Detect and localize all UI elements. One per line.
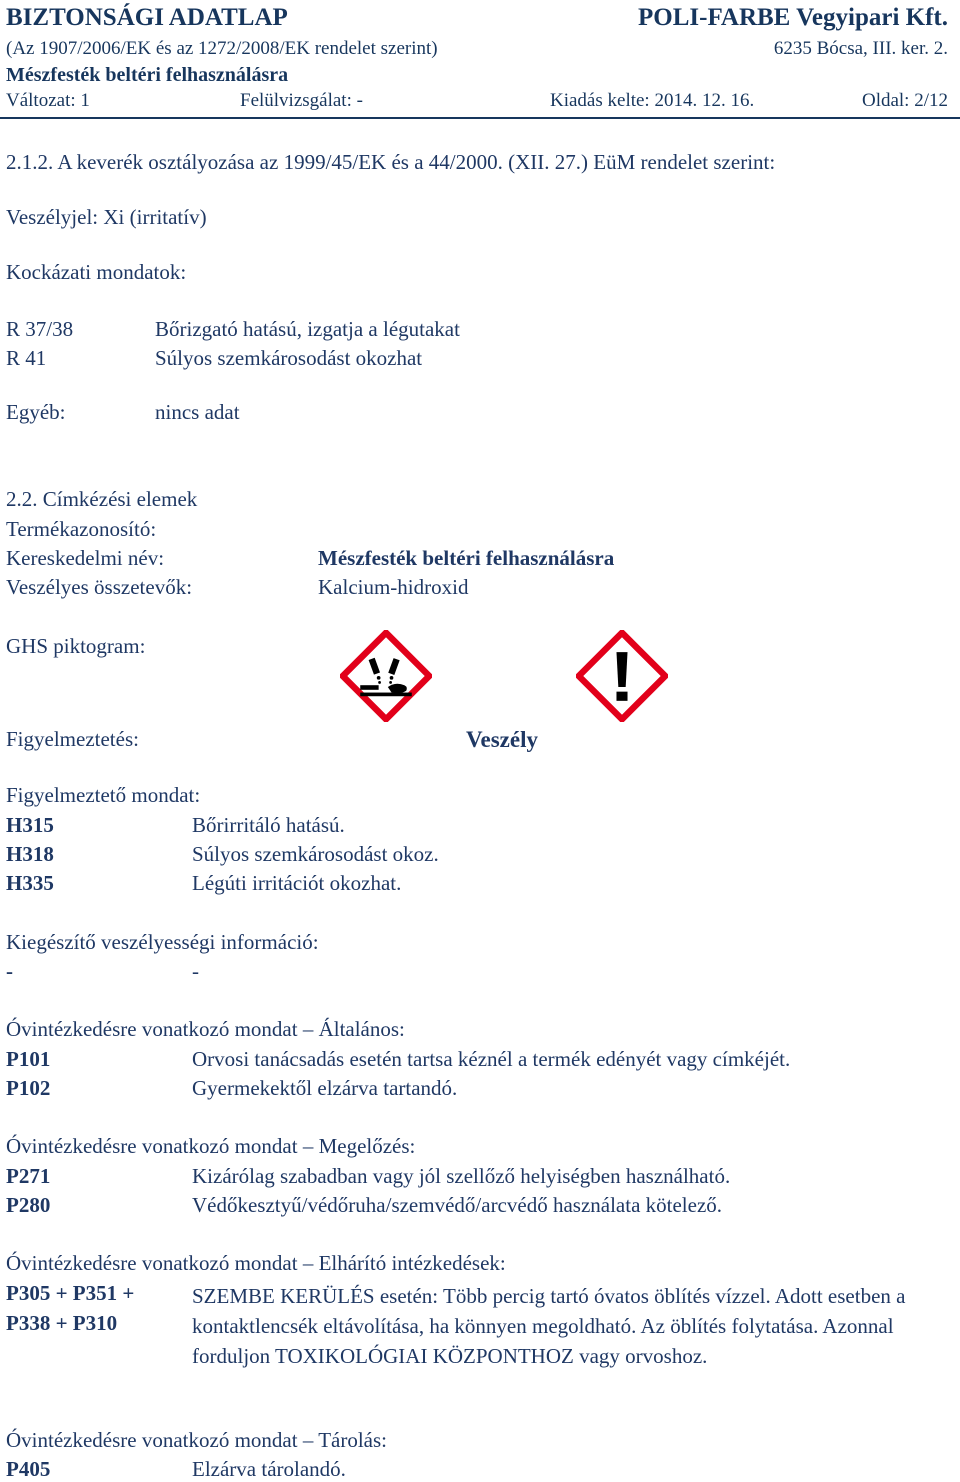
section-212-heading: 2.1.2. A keverék osztályozása az 1999/45/EK és a 44/2000. (XII. 27.) EüM rendelet szerint: — [6, 150, 776, 174]
supplementary-text: - — [192, 959, 199, 983]
other-value: nincs adat — [155, 400, 240, 424]
page-number: Oldal: 2/12 — [861, 90, 948, 111]
corrosion-icon — [340, 630, 432, 722]
signal-word: Veszély — [466, 727, 538, 752]
trade-name-value: Mészfesték beltéri felhasználásra — [318, 546, 615, 570]
hazard-code: H335 — [6, 871, 54, 895]
hazard-symbol: Veszélyjel: Xi (irritatív) — [6, 205, 207, 229]
company-name: POLI-FARBE Vegyipari Kft. — [638, 4, 948, 31]
precaution-code: P102 — [6, 1076, 51, 1100]
precaution-response-label: Óvintézkedésre vonatkozó mondat – Elhárító intézkedések: — [6, 1251, 506, 1275]
precaution-prevention-label: Óvintézkedésre vonatkozó mondat – Megelőzés: — [6, 1134, 416, 1158]
product-name-header: Mészfesték beltéri felhasználásra — [6, 64, 289, 86]
other-label: Egyéb: — [6, 400, 66, 424]
revision-label: Felülvizsgálat: - — [240, 90, 363, 111]
risk-code: R 41 — [6, 346, 47, 370]
precaution-text: SZEMBE KERÜLÉS esetén: Több percig tartó óvatos öblítés vízzel. Adott esetben a kontaktlencsék eltávolítása, ha könnyen megoldható. Az öblítés folytatása. Azonnal forduljon TOXIKOLÓGIAI KÖZPONTHOZ vagy orvoshoz. — [192, 1284, 906, 1368]
exclamation-mark-icon — [576, 630, 668, 722]
ghs-pictogram-label: GHS piktogram: — [6, 634, 146, 658]
signal-word-label: Figyelmeztetés: — [6, 727, 139, 751]
hazard-text: Bőrirritáló hatású. — [192, 813, 345, 837]
document-title: BIZTONSÁGI ADATLAP — [6, 4, 288, 31]
precaution-text: Kizárólag szabadban vagy jól szellőző helyiségben használható. — [192, 1164, 731, 1188]
trade-name-label: Kereskedelmi név: — [6, 546, 165, 570]
version-label: Változat: 1 — [6, 90, 90, 111]
regulation-text: (Az 1907/2006/EK és az 1272/2008/EK rendelet szerint) — [6, 38, 438, 59]
company-address: 6235 Bócsa, III. ker. 2. — [773, 38, 948, 59]
precaution-text: Orvosi tanácsadás esetén tartsa kéznél a termék edényét vagy címkéjét. — [192, 1047, 791, 1071]
product-identifier-label: Termékazonosító: — [6, 517, 157, 541]
precaution-code: P338 + P310 — [6, 1311, 118, 1335]
precaution-code: P405 — [6, 1457, 51, 1481]
risk-text: Súlyos szemkárosodást okozhat — [155, 346, 423, 370]
precaution-code: P280 — [6, 1193, 51, 1217]
precaution-storage-label: Óvintézkedésre vonatkozó mondat – Tárolás: — [6, 1428, 387, 1452]
hazard-text: Légúti irritációt okozhat. — [192, 871, 402, 895]
precaution-code: P271 — [6, 1164, 51, 1188]
precaution-text: Védőkesztyű/védőruha/szemvédő/arcvédő használata kötelező. — [192, 1193, 723, 1217]
precaution-code: P101 — [6, 1047, 51, 1071]
supplementary-info-label: Kiegészítő veszélyességi információ: — [6, 930, 319, 954]
hazard-code: H315 — [6, 813, 54, 837]
precaution-text: Elzárva tárolandó. — [192, 1457, 346, 1481]
precaution-general-label: Óvintézkedésre vonatkozó mondat – Általános: — [6, 1017, 405, 1041]
hazard-text: Súlyos szemkárosodást okoz. — [192, 842, 439, 866]
risk-code: R 37/38 — [6, 317, 74, 341]
precaution-text: Gyermekektől elzárva tartandó. — [192, 1076, 458, 1100]
section-22-heading: 2.2. Címkézési elemek — [6, 487, 198, 511]
risk-phrases-label: Kockázati mondatok: — [6, 260, 187, 284]
risk-text: Bőrizgató hatású, izgatja a légutakat — [155, 317, 460, 341]
hazard-statements-label: Figyelmeztető mondat: — [6, 783, 201, 807]
issue-date: Kiadás kelte: 2014. 12. 16. — [550, 90, 755, 111]
supplementary-code: - — [6, 959, 13, 983]
precaution-code: P305 + P351 + — [6, 1281, 135, 1305]
hazardous-components-value: Kalcium-hidroxid — [318, 575, 469, 599]
hazard-code: H318 — [6, 842, 54, 866]
hazardous-components-label: Veszélyes összetevők: — [6, 575, 193, 599]
header-divider — [0, 117, 960, 119]
